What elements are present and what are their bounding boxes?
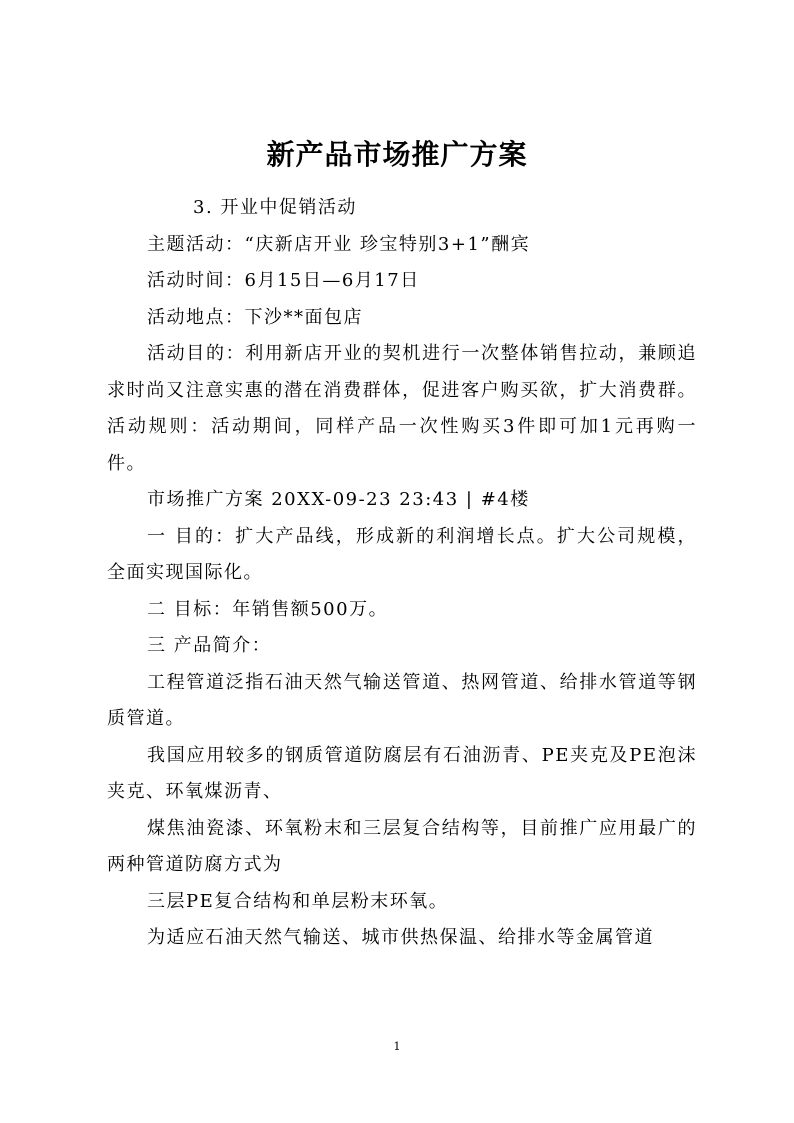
paragraph-goal: 一 目的：扩大产品线，形成新的利润增长点。扩大公司规模，全面实现国际化。 [107, 525, 697, 583]
document-body [107, 190, 697, 957]
page-number: 1 [393, 1040, 401, 1053]
paragraph-post-header: 市场推广方案 20XX-09-23 23:43 | #4楼 [147, 489, 530, 510]
document-title: 新产品市场推广方案 [266, 138, 528, 171]
paragraph-adaptation: 为适应石油天然气输送、城市供热保温、给排水等金属管道 [147, 927, 654, 948]
paragraph-activity-purpose: 活动目的：利用新店开业的契机进行一次整体销售拉动，兼顾追求时尚又注意实惠的潜在消费群体，促进客户购买欲，扩大消费群。 活动规则：活动期间，同样产品一次性购买3件即可加1元再购一件。 [107, 343, 697, 474]
paragraph-activity-time: 活动时间：6月15日—6月17日 [147, 270, 420, 291]
paragraph-pipeline-definition: 工程管道泛指石油天然气输送管道、热网管道、给排水管道等钢质管道。 [107, 671, 697, 729]
paragraph-coating-methods: 三层PE复合结构和单层粉末环氧。 [147, 890, 449, 912]
paragraph-target: 二 目标：年销售额500万。 [147, 598, 389, 620]
paragraph-activity-location: 活动地点：下沙**面包店 [147, 306, 363, 328]
section-heading: 3. 开业中促销活动 [193, 197, 357, 218]
paragraph-coating-types-continued: 煤焦油瓷漆、环氧粉末和三层复合结构等，目前推广应用最广的两种管道防腐方式为 [107, 817, 697, 875]
paragraph-theme-activity: 主题活动：“庆新店开业 珍宝特别3+1”酬宾 [147, 233, 531, 255]
paragraph-product-intro-heading: 三 产品简介： [147, 635, 272, 656]
paragraph-coating-types: 我国应用较多的钢质管道防腐层有石油沥青、PE夹克及PE泡沫夹克、环氧煤沥青、 [107, 744, 697, 802]
